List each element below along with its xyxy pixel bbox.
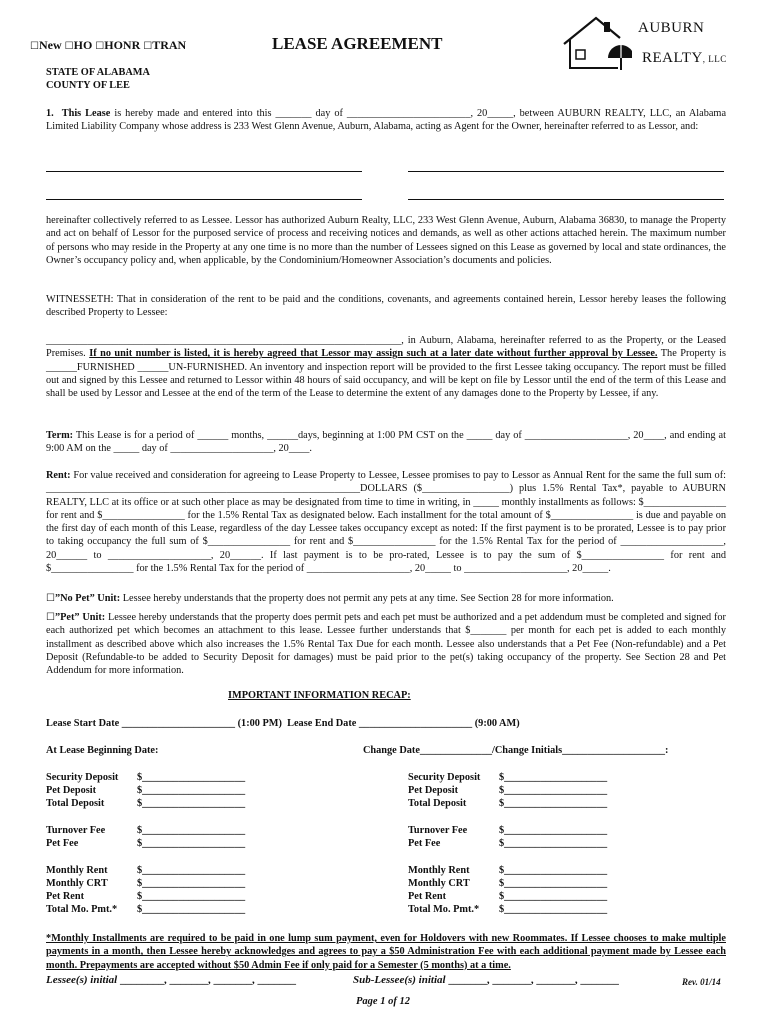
- recap-right-row: Total Mo. Pmt.* $____________________: [408, 904, 608, 915]
- checkbox-new[interactable]: ☐: [30, 41, 39, 52]
- recap-right-field[interactable]: $____________________: [499, 785, 608, 796]
- logo-name-line2: REALTY, LLC: [642, 50, 727, 66]
- logo-name-line1: AUBURN: [638, 20, 705, 36]
- paragraph-1: 1. This Lease is hereby made and entered into this _______ day of ________________________, 20_____, between AUBURN REALTY, LLC, an Alabama Limited Liability Company whose address is 233 West Glenn Avenue, Auburn, Alabama, acting as Agent for the Owner, hereinafter referred to as Lessor, and:: [46, 108, 727, 133]
- change-date-initials-field[interactable]: Change Date______________/Change Initials____________________:: [363, 745, 669, 756]
- recap-left-field[interactable]: $____________________: [137, 785, 246, 796]
- paragraph-lessee-definition: hereinafter collectively referred to as Lessee. Lessor has authorized Auburn Realty, LLC, 233 West Glenn Avenue, Auburn, Alabama 36830, to manage the Property and act on behalf of Lessor for the purposed service of process and receiving notices and demands, as well as other actions attached herein. The maximum number of persons who may reside in the Property at any one time is no more than the number of Lessees signed on this Lease as governed by local and state ordinances, the Owner’s occupancy policy and, when applicable, by the Condominium/Homeowner Association’s documents and policies.: [46, 215, 726, 266]
- paragraph-property: _____________________________________________________________________, in Auburn, Alabama, hereinafter referred to as the Property, or the Leased Premises. If no unit number is listed, it is hereby agreed that Lessor may assign such at a later date without further approval by Lessee. The Property is ______FURNISHED ______UN-FURNISHED. An inventory and inspection report will be provided to the first Lessee taking occupancy. The report must be filled out and signed by this Lessee and returned to Lessor within 48 hours of said occupancy, and will be kept on file by Lessor until the end of the term of this Lease and shall be used by Lessor and Lessee at the end of the term of the Lease to determine the extent of any damages done to the Property by Lessee, if any.: [46, 335, 726, 400]
- recap-right-row: Pet Fee $____________________: [408, 838, 608, 849]
- lease-end-date-field[interactable]: ______________________: [358, 718, 473, 729]
- recap-right-field[interactable]: $____________________: [499, 878, 608, 889]
- sublessee-initials: Sub-Lessee(s) initial _______, _______, _______, _______: [353, 974, 619, 986]
- recap-left-row: Monthly CRT $____________________: [46, 878, 246, 889]
- recap-right-field[interactable]: $____________________: [499, 825, 608, 836]
- state-label: STATE OF ALABAMA: [46, 67, 150, 78]
- paragraph-witnesseth: WITNESSETH: That in consideration of the rent to be paid and the conditions, covenants, and agreements contained herein, Lessor hereby leases the following described Property to Lessee:: [46, 294, 726, 319]
- recap-left-row: Monthly Rent $____________________: [46, 865, 246, 876]
- checkbox-label-tran: TRAN: [152, 38, 187, 52]
- paragraph-no-pet: ☐”No Pet” Unit: Lessee hereby understands that the property does not permit any pets at any time. See Section 28 for more information.: [46, 593, 614, 604]
- at-lease-beginning-label: At Lease Beginning Date:: [46, 745, 159, 756]
- payment-footnote: *Monthly Installments are required to be paid in one lump sum payment, even for Holdovers with new Roommates. If Lessee chooses to make multiple payments in a month, then Lessee hereby acknowledges and agrees to pay a $50 Administration Fee with each additional payment made by Lessee each month. Prepayments are accepted without $50 Admin Fee if only paid for a Semester (5 months) at a time.: [46, 933, 726, 971]
- checkbox-label-honr: HONR: [104, 38, 141, 52]
- checkbox-no-pet[interactable]: ☐: [46, 593, 55, 604]
- recap-right-field[interactable]: $____________________: [499, 838, 608, 849]
- lessee-name-line-2[interactable]: [408, 171, 724, 172]
- recap-left-row: Turnover Fee $____________________: [46, 825, 246, 836]
- page-number: Page 1 of 12: [356, 996, 410, 1007]
- recap-right-field[interactable]: $____________________: [499, 772, 608, 783]
- recap-right-row: Pet Rent $____________________: [408, 891, 608, 902]
- paragraph-term: Term: This Lease is for a period of ______ months, ______days, beginning at 1:00 PM CST on the _____ day of ____________________, 20____, and ending at 9:00 AM on the _____ day of ____________________, 20____.: [46, 430, 726, 455]
- checkbox-ho[interactable]: ☐: [64, 41, 74, 52]
- lessee-name-line-4[interactable]: [408, 199, 724, 200]
- recap-left-field[interactable]: $____________________: [137, 825, 246, 836]
- recap-left-field[interactable]: $____________________: [137, 878, 246, 889]
- recap-left-field[interactable]: $____________________: [137, 838, 246, 849]
- recap-title: IMPORTANT INFORMATION RECAP:: [228, 690, 411, 701]
- document-type-checkboxes: [30, 38, 186, 53]
- checkbox-label-new: New: [38, 38, 62, 52]
- lease-dates-row: Lease Start Date ______________________ (1:00 PM) Lease End Date ______________________ (9:00 AM): [46, 718, 520, 729]
- revision-label: Rev. 01/14: [682, 977, 721, 987]
- checkbox-label-ho: HO: [73, 38, 93, 52]
- page-title: LEASE AGREEMENT: [272, 34, 443, 53]
- recap-left-row: Pet Rent $____________________: [46, 891, 246, 902]
- recap-right-row: Total Deposit $____________________: [408, 798, 608, 809]
- recap-left-field[interactable]: $____________________: [137, 904, 246, 915]
- recap-left-row: Pet Fee $____________________: [46, 838, 246, 849]
- lease-start-date-field[interactable]: ______________________: [121, 718, 236, 729]
- recap-left-row: Pet Deposit $____________________: [46, 785, 246, 796]
- checkbox-tran[interactable]: ☐: [143, 41, 153, 52]
- recap-right-row: Monthly Rent $____________________: [408, 865, 608, 876]
- recap-left-field[interactable]: $____________________: [137, 798, 246, 809]
- recap-right-row: Pet Deposit $____________________: [408, 785, 608, 796]
- company-logo: [560, 14, 730, 74]
- recap-right-field[interactable]: $____________________: [499, 865, 608, 876]
- lessee-name-line-3[interactable]: [46, 199, 362, 200]
- recap-right-row: Turnover Fee $____________________: [408, 825, 608, 836]
- lessee-initials-field[interactable]: ________, _______, _______, _______: [119, 974, 296, 986]
- county-label: COUNTY OF LEE: [46, 80, 130, 91]
- recap-left-field[interactable]: $____________________: [137, 865, 246, 876]
- recap-right-row: Security Deposit $____________________: [408, 772, 608, 783]
- recap-left-row: Total Deposit $____________________: [46, 798, 246, 809]
- house-logo-icon: [560, 14, 632, 72]
- lessee-name-line-1[interactable]: [46, 171, 362, 172]
- recap-left-row: Security Deposit $____________________: [46, 772, 246, 783]
- recap-left-field[interactable]: $____________________: [137, 772, 246, 783]
- checkbox-pet[interactable]: ☐: [46, 612, 55, 623]
- paragraph-rent: Rent: For value received and consideration for agreeing to Lease Property to Lessee, Lessee promises to pay to Lessor as Annual Rent for the same the full sum of: _____________________________________________________________DOLLARS ($_________________) plus 1.5% Rental Tax*, payable to AUBURN REALTY, LLC at its office or at such other place as may be designated from time to time in writing, in _____ monthly installments as follows: $________________ for rent and $________________ for the 1.5% Rental Tax as designated below. Each installment for the total amount of $________________ is due and payable on the first day of each month of this Lease, regardless of the day Lessee takes occupancy except as noted: If the first payment is to be prorated, Lessee is to pay prior to taking occupancy the full sum of $________________ for rent and $________________ for the 1.5% Rental Tax for the period of ____________________, 20______ to ____________________, 20______. If last payment is to be pro-rated, Lessee is to pay the sum of $________________ for rent and $________________ for the 1.5% Rental Tax for the period of ____________________, 20_____ to ____________________, 20_____.: [46, 470, 726, 575]
- recap-right-row: Monthly CRT $____________________: [408, 878, 608, 889]
- recap-right-field[interactable]: $____________________: [499, 904, 608, 915]
- recap-left-field[interactable]: $____________________: [137, 891, 246, 902]
- sublessee-initials-field[interactable]: _______, _______, _______, _______: [448, 974, 619, 986]
- recap-right-field[interactable]: $____________________: [499, 798, 608, 809]
- lessee-initials: Lessee(s) initial ________, _______, _______, _______: [46, 974, 296, 986]
- paragraph-pet: ☐”Pet” Unit: Lessee hereby understands that the property does permit pets and each pet must be authorized and a pet addendum must be completed and signed for each authorized pet which becomes an attachment to this lease. Lessee further understands that $_______ per month for each pet is added to each monthly installment as described above which also increases the 1.5% Rental Tax Due for each month. Lessee also understands that a Pet Fee (Non-refundable) and a Pet Deposit (Refundable-to be added to Security Deposit for damages) must be paid prior to the pet(s) taking occupancy of the property. See Section 28 and Pet Addendum for more information.: [46, 612, 726, 677]
- recap-right-field[interactable]: $____________________: [499, 891, 608, 902]
- checkbox-honr[interactable]: ☐: [95, 41, 105, 52]
- recap-left-row: Total Mo. Pmt.* $____________________: [46, 904, 246, 915]
